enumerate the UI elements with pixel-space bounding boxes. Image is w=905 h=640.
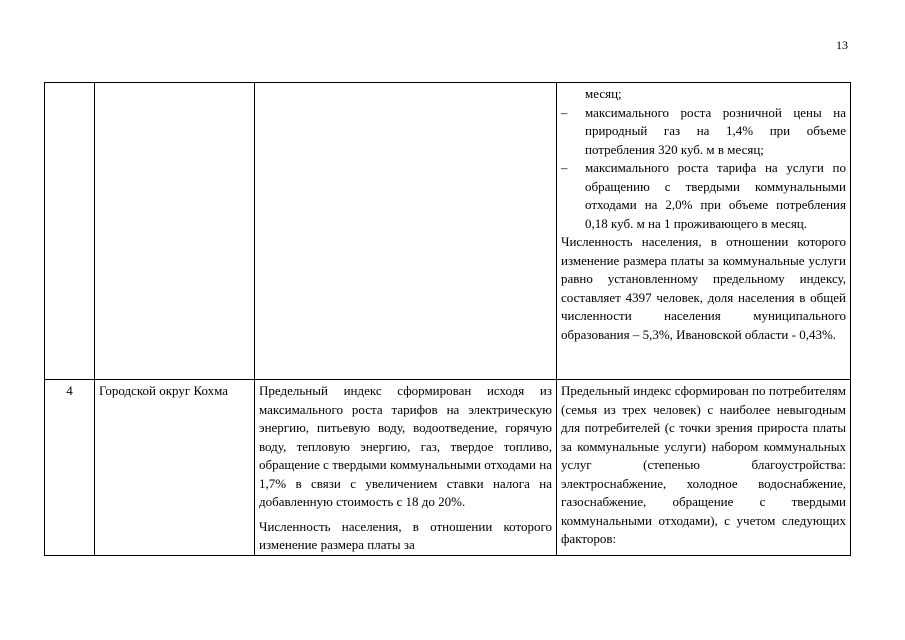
continued-line: месяц; xyxy=(585,86,622,101)
index-basis-paragraph: Предельный индекс сформирован исходя из максимального роста тарифов на электрическую энергию, питьевую воду, водоотведение, горячую воду, тепловую энергию, газ, твердое топливо, обращение с твердыми коммунальными отходами на 1,7% в связи с увеличением ставки налога на добавленную стоимость с 18 до 20%. xyxy=(259,383,552,509)
table-row-4 xyxy=(45,380,851,556)
dash-marker: – xyxy=(561,104,568,120)
cell-consumer-details xyxy=(557,83,851,380)
cell-index-basis-empty xyxy=(255,83,557,380)
list-item-text: максимального роста тарифа на услуги по обращению с твердыми коммунальными отходами на 2,0% при объеме потребления 0,18 куб. м на 1 проживающего в месяц. xyxy=(585,160,846,231)
cell-row-number xyxy=(45,380,95,556)
row-number: 4 xyxy=(66,383,73,398)
page-number: 13 xyxy=(836,38,848,52)
list-item xyxy=(561,159,846,233)
cell-index-basis xyxy=(255,380,557,556)
municipal-index-table xyxy=(44,82,851,556)
cell-municipality xyxy=(95,380,255,556)
factor-list xyxy=(561,104,846,234)
list-item xyxy=(561,104,846,160)
dash-marker: – xyxy=(561,160,568,175)
population-paragraph-start: Численность населения, в отношении которого изменение размера платы за xyxy=(259,518,552,552)
municipality-name: Городской округ Кохма xyxy=(99,383,229,398)
cell-number-empty xyxy=(45,83,95,380)
cell-consumer-details xyxy=(557,380,851,556)
cell-municipality-empty xyxy=(95,83,255,380)
list-item-text: максимального роста розничной цены на природный газ на 1,4% при объеме потребления 320 куб. м в месяц; xyxy=(585,104,846,157)
index-consumer-paragraph: Предельный индекс сформирован по потребителям (семья из трех человек) с наиболее невыгодным для потребителей (с точки зрения прироста платы за коммунальные услуги) набором коммунальных услуг (степенью благоустройства: электроснабжение, холодное водоснабжение, газоснабжение, обращение с твердыми коммунальными отходами), с учетом следующих факторов: xyxy=(561,383,846,546)
population-paragraph: Численность населения, в отношении которого изменение размера платы за коммунальные услуги равно установленному предельному индексу, составляет 4397 человек, доля населения в общей численности населения муниципального образования – 5,3%, Ивановской области - 0,43%. xyxy=(561,234,846,342)
table-row-continued xyxy=(45,83,851,380)
